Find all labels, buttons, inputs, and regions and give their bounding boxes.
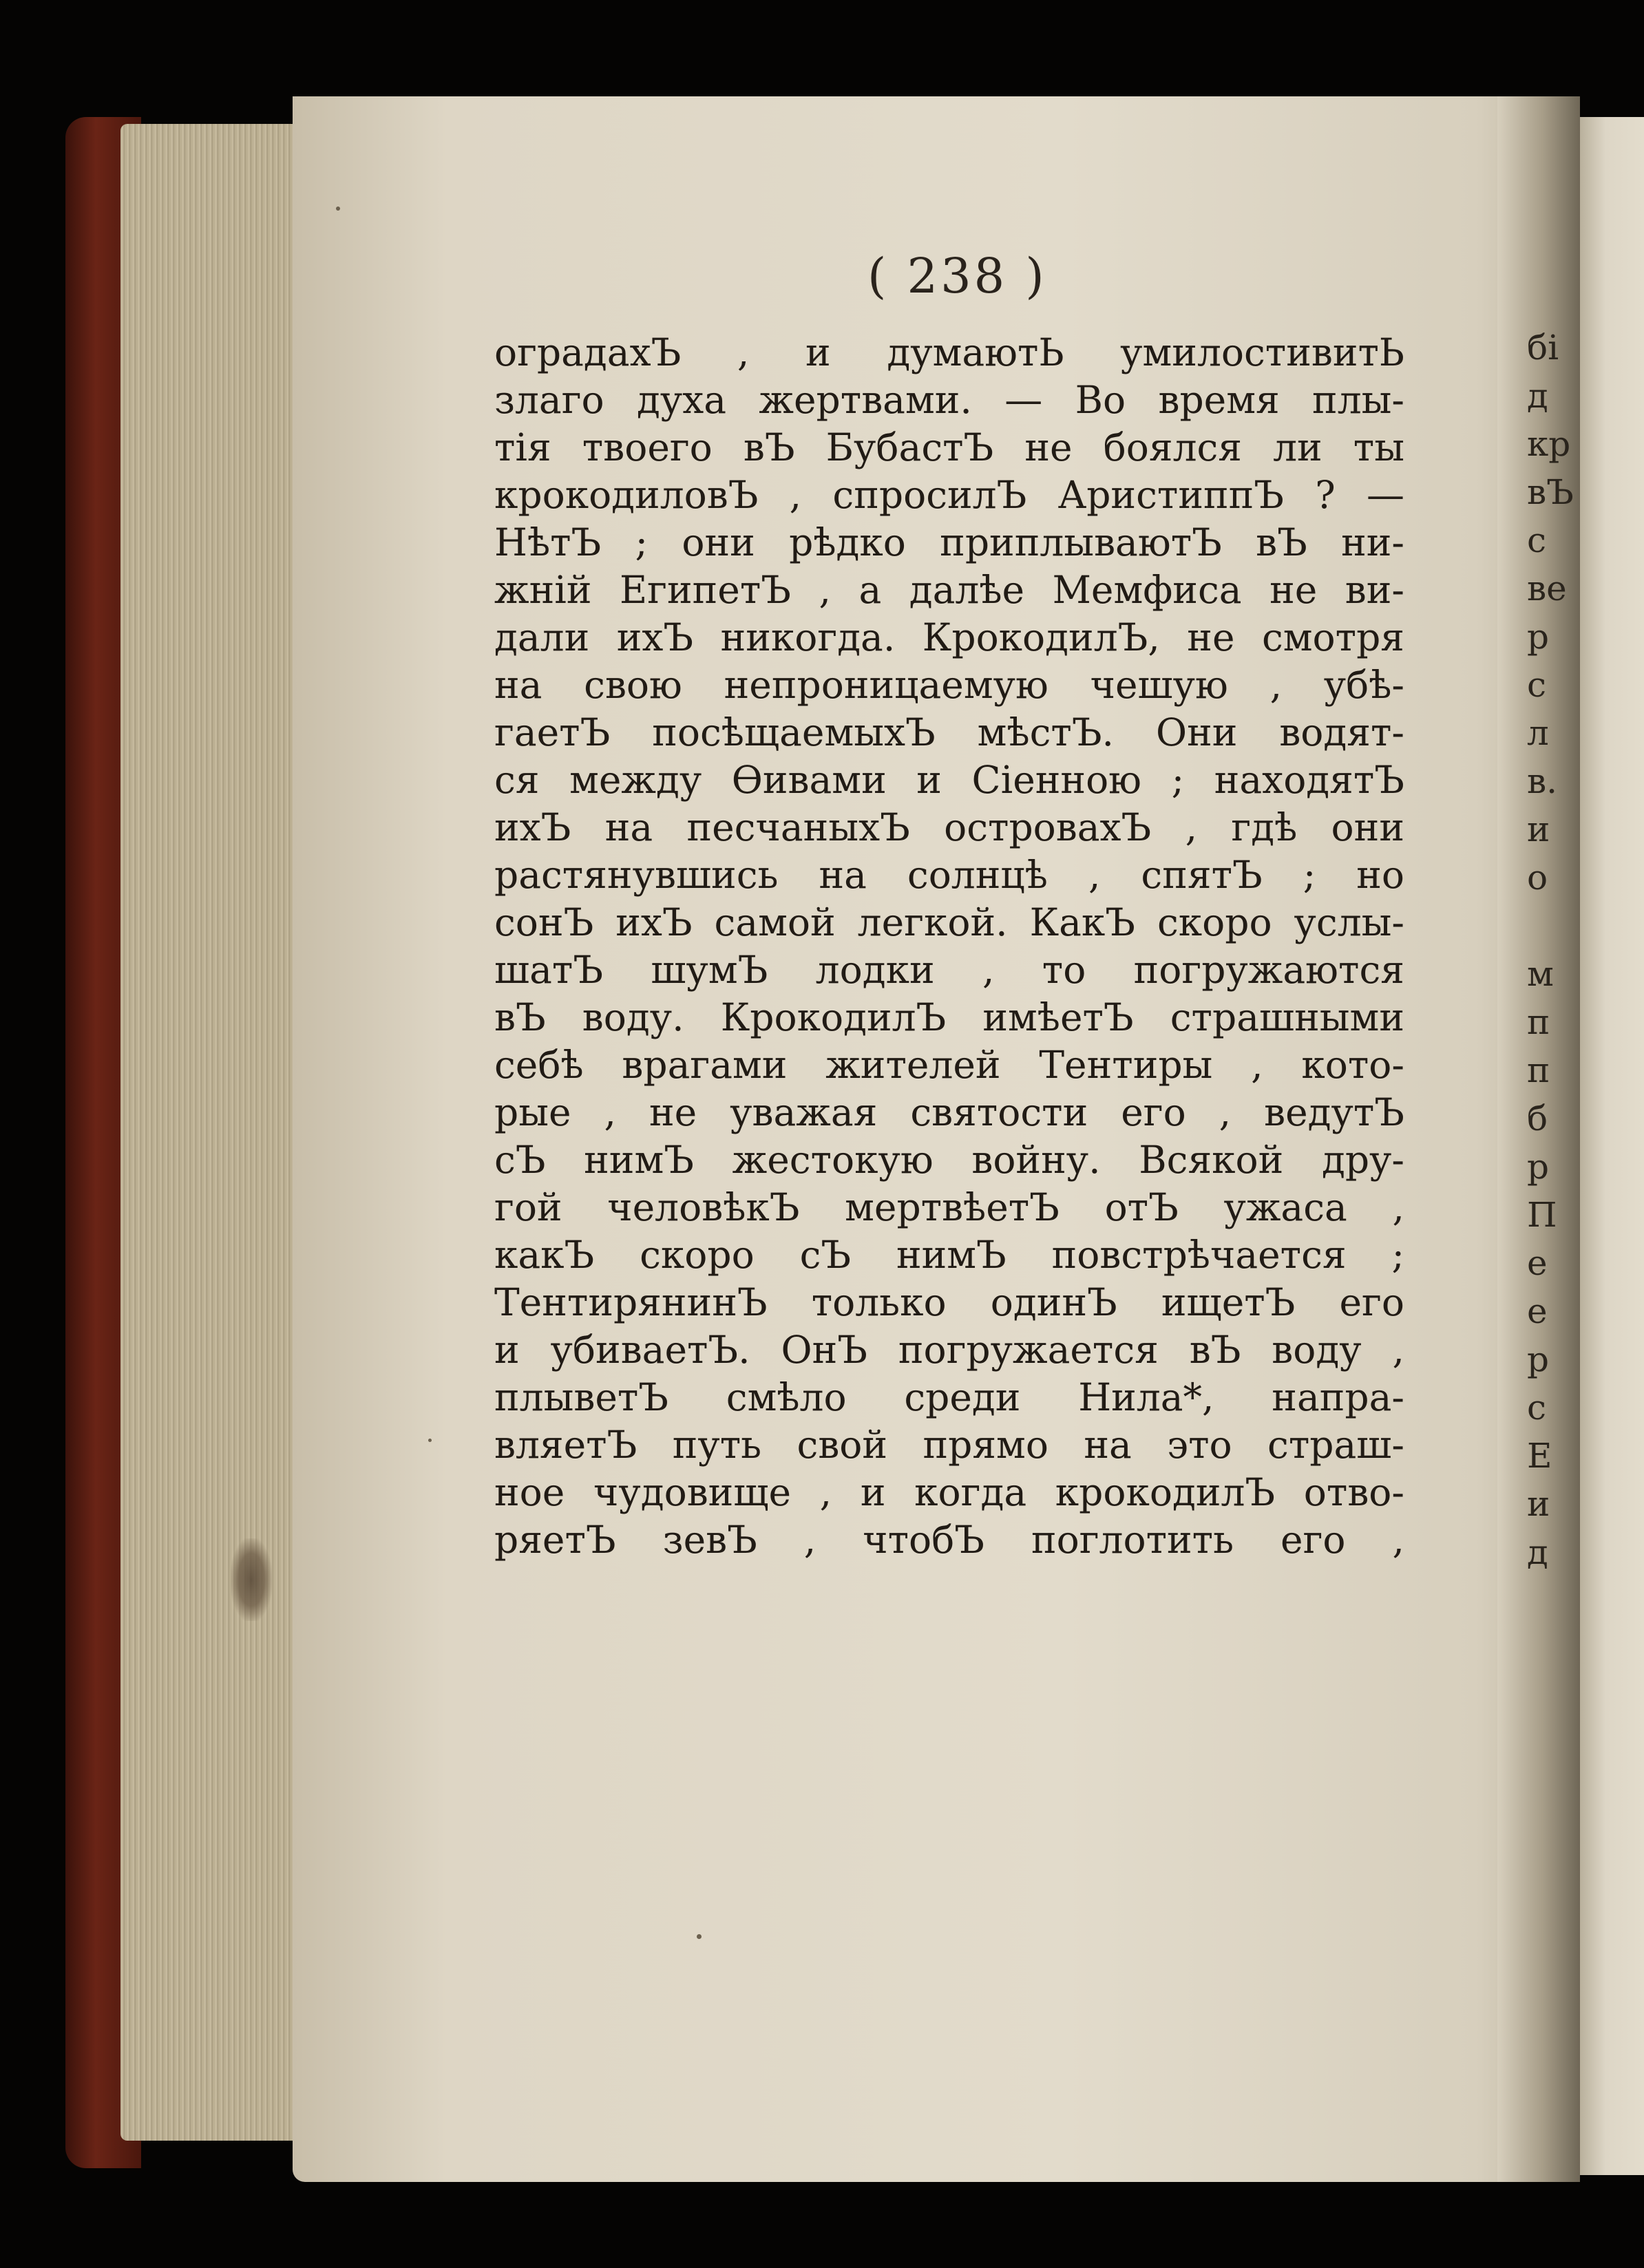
right-page [1580, 117, 1644, 2175]
text-line [494, 661, 1404, 709]
text-line-content: вляетЪ путь свой прямо на это страш- [494, 1423, 1404, 1467]
right-page-fragment: е [1527, 1243, 1548, 1283]
right-page-fragment: р [1527, 617, 1550, 657]
text-line-content: ихЪ на песчаныхЪ островахЪ , гдѣ они [494, 805, 1404, 849]
text-line [494, 1184, 1404, 1231]
right-page-fragment: л [1527, 713, 1549, 753]
page-text [494, 329, 1404, 1564]
text-line [494, 329, 1404, 377]
right-page-fragment: кр [1527, 424, 1571, 464]
text-line-content: ное чудовище , и когда крокодилЪ отво- [494, 1470, 1404, 1514]
right-page-fragment: и [1527, 1484, 1550, 1524]
text-line-content: гой человѣкЪ мертвѣетЪ отЪ ужаса , [494, 1185, 1404, 1229]
text-line-content: тія твоего вЪ БубастЪ не боялся ли ты [494, 425, 1404, 469]
right-page-fragment: д [1527, 1532, 1548, 1572]
text-line [494, 899, 1404, 946]
text-line [494, 1374, 1404, 1421]
right-page-fragment: и [1527, 809, 1550, 849]
text-line [494, 1516, 1404, 1564]
text-line-content: крокодиловЪ , спросилЪ АристиппЪ ? — [494, 473, 1404, 517]
text-line-content: и убиваетЪ. ОнЪ погружается вЪ воду , [494, 1328, 1404, 1372]
text-line [494, 471, 1404, 519]
right-page-fragment: м [1527, 954, 1554, 994]
text-line-content: сонЪ ихЪ самой легкой. КакЪ скоро услы- [494, 900, 1404, 944]
right-page-fragment: о [1527, 858, 1548, 898]
text-line [494, 1326, 1404, 1374]
paper-speck [428, 1439, 432, 1442]
text-line-content: гаетЪ посѣщаемыхЪ мѣстЪ. Они водят- [494, 710, 1404, 754]
right-page-fragment: бі [1527, 328, 1559, 368]
text-line [494, 946, 1404, 994]
text-line [494, 1469, 1404, 1516]
text-line [494, 1231, 1404, 1279]
text-line-content: жній ЕгипетЪ , а далѣе Мемфиса не ви- [494, 568, 1404, 612]
paper-speck [697, 1934, 702, 1939]
text-line [494, 614, 1404, 661]
text-line [494, 519, 1404, 566]
text-line-content: на свою непроницаемую чешую , убѣ- [494, 663, 1404, 707]
text-line [494, 851, 1404, 899]
page-number: ( 238 ) [867, 248, 1047, 304]
paper-speck [336, 206, 340, 211]
text-line [494, 804, 1404, 851]
right-page-fragment: с [1527, 665, 1547, 705]
right-page-fragment: д [1527, 376, 1548, 416]
text-line-content: шатЪ шумЪ лодки , то погружаются [494, 948, 1404, 992]
right-page-fragment: вЪ [1527, 472, 1574, 512]
text-line-content: плыветЪ смѣло среди Нила*, напра- [494, 1375, 1404, 1419]
text-line-content: НѣтЪ ; они рѣдко приплываютЪ вЪ ни- [494, 520, 1404, 564]
text-line-content: растянувшись на солнцѣ , спятЪ ; но [494, 853, 1404, 897]
text-line-content: ряетЪ зевЪ , чтобЪ поглотить его , [494, 1518, 1404, 1562]
text-line [494, 377, 1404, 424]
text-line-content: какЪ скоро сЪ нимЪ повстрѣчается ; [494, 1233, 1404, 1277]
text-line [494, 1041, 1404, 1089]
text-line [494, 709, 1404, 756]
text-line [494, 1136, 1404, 1184]
right-page-fragment: е [1527, 1291, 1548, 1331]
text-line-content: вЪ воду. КрокодилЪ имѣетЪ страшными [494, 995, 1404, 1039]
text-line-content: оградахЪ , и думаютЬ умилостивитЬ [494, 330, 1404, 374]
right-page-fragment: б [1527, 1099, 1548, 1138]
right-page-fragment: ве [1527, 569, 1567, 608]
text-line [494, 424, 1404, 471]
text-line-content: ся между Ѳивами и Сіенною ; находятЪ [494, 758, 1404, 802]
text-line-content: ТентирянинЪ только одинЪ ищетЪ его [494, 1280, 1404, 1324]
right-page-text [1527, 324, 1582, 1576]
right-page-fragment: Е [1527, 1436, 1552, 1476]
right-page-fragment [1527, 902, 1582, 950]
right-page-fragment: с [1527, 1388, 1547, 1428]
right-page-fragment: с [1527, 520, 1547, 560]
right-page-fragment: р [1527, 1147, 1550, 1187]
text-line [494, 566, 1404, 614]
ink-stain [231, 1538, 272, 1621]
right-page-fragment: р [1527, 1339, 1550, 1379]
right-page-fragment: п [1527, 1002, 1550, 1042]
text-line [494, 756, 1404, 804]
text-line-content: сЪ нимЪ жестокую войну. Всякой дру- [494, 1138, 1404, 1182]
text-line [494, 1421, 1404, 1469]
text-line-content: себѣ врагами жителей Тентиры , кото- [494, 1043, 1404, 1087]
right-page-fragment: в. [1527, 761, 1558, 801]
text-line-content: дали ихЪ никогда. КрокодилЪ, не смотря [494, 615, 1404, 659]
right-page-fragment: П [1527, 1195, 1557, 1235]
text-line-content: злаго духа жертвами. — Во время плы- [494, 378, 1404, 422]
text-line-content: рые , не уважая святости его , ведутЪ [494, 1090, 1404, 1134]
text-line [494, 1089, 1404, 1136]
text-line [494, 1279, 1404, 1326]
text-line [494, 994, 1404, 1041]
right-page-fragment: п [1527, 1050, 1550, 1090]
